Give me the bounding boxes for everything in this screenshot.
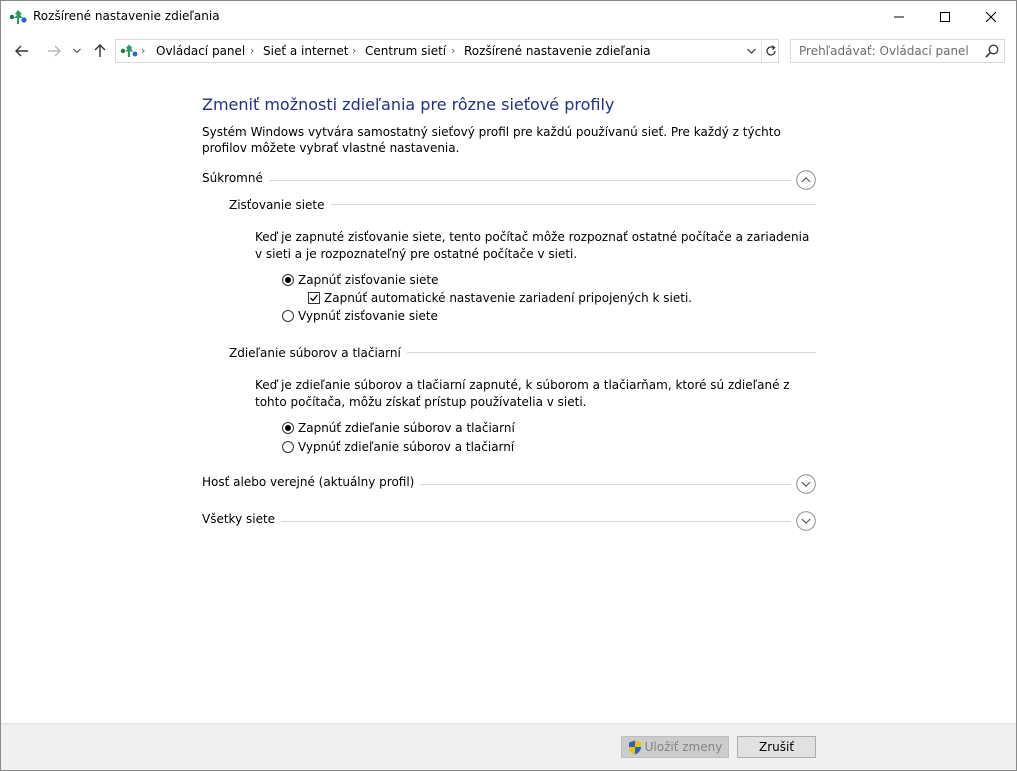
- breadcrumb-network-center[interactable]: Centrum sietí: [365, 44, 447, 58]
- checkbox-auto-setup-label: Zapnúť automatické nastavenie zariadení pripojených k sieti.: [324, 291, 693, 305]
- cancel-label: Zrušiť: [758, 740, 795, 754]
- back-button[interactable]: [13, 42, 31, 60]
- minimize-icon: [894, 12, 904, 22]
- refresh-button[interactable]: [761, 40, 780, 62]
- radio-button-unchecked[interactable]: [282, 441, 294, 453]
- guest-profile-header[interactable]: Hosť alebo verejné (aktuálny profil): [202, 475, 420, 489]
- checkbox-auto-setup[interactable]: [308, 291, 692, 305]
- radio-discovery-off-label: Vypnúť zisťovanie siete: [298, 309, 438, 323]
- checkbox-checked[interactable]: [308, 292, 320, 304]
- recent-locations-button[interactable]: [71, 42, 83, 60]
- network-discovery-description: Keď je zapnuté zisťovanie siete, tento počítač môže rozpoznať ostatné počítače a zariadenia v sieti a je rozpoznateľný pre ostatné počítače v sieti.: [255, 230, 810, 261]
- breadcrumb-separator-icon: ›: [451, 44, 456, 57]
- close-icon: [986, 12, 996, 22]
- network-discovery-title: Zisťovanie siete: [229, 198, 331, 212]
- radio-sharing-off-label: Vypnúť zdieľanie súborov a tlačiarní: [298, 440, 515, 454]
- title-bar: [1, 1, 1016, 32]
- navigation-bar: [1, 32, 1016, 70]
- private-profile-header[interactable]: Súkromné: [202, 171, 269, 185]
- breadcrumb-advanced-sharing[interactable]: Rozšírené nastavenie zdieľania: [464, 44, 651, 58]
- window-title: Rozšírené nastavenie zdieľania: [33, 9, 220, 23]
- maximize-icon: [940, 12, 950, 22]
- refresh-icon: [765, 45, 777, 57]
- address-dropdown-button[interactable]: [743, 42, 759, 60]
- radio-discovery-on-label: Zapnúť zisťovanie siete: [298, 273, 439, 287]
- divider-discovery: [322, 204, 816, 205]
- checkmark-icon: [309, 293, 319, 303]
- intro-text: Systém Windows vytvára samostatný sieťový profil pre každú používanú sieť. Pre každý z týchto profilov môžete vybrať vlastné nastavenia.: [202, 125, 781, 155]
- address-bar[interactable]: [115, 39, 779, 63]
- minimize-button[interactable]: [876, 1, 922, 32]
- cancel-button[interactable]: [737, 736, 816, 758]
- forward-arrow-icon: [47, 45, 61, 57]
- chevron-down-icon[interactable]: [796, 474, 816, 494]
- radio-sharing-off[interactable]: [282, 440, 514, 454]
- breadcrumb-network-internet[interactable]: Sieť a internet: [263, 44, 349, 58]
- radio-sharing-on-label: Zapnúť zdieľanie súborov a tlačiarní: [298, 421, 515, 435]
- radio-sharing-on[interactable]: [282, 421, 515, 435]
- breadcrumb-separator-icon: ›: [141, 44, 146, 57]
- divider-guest: [405, 484, 791, 485]
- divider-sharing: [393, 352, 816, 353]
- search-box[interactable]: [790, 39, 1005, 63]
- chevron-down-icon: [73, 48, 81, 54]
- radio-discovery-off[interactable]: [282, 309, 438, 323]
- divider-private: [263, 180, 791, 181]
- chevron-down-icon[interactable]: [796, 511, 816, 531]
- radio-button-checked[interactable]: [282, 422, 294, 434]
- network-app-icon: [9, 9, 27, 25]
- up-button[interactable]: [91, 42, 109, 60]
- chevron-up-icon[interactable]: [796, 170, 816, 190]
- back-arrow-icon: [15, 45, 29, 57]
- file-printer-sharing-title: Zdieľanie súborov a tlačiarní: [229, 346, 407, 360]
- radio-button-checked[interactable]: [282, 274, 294, 286]
- save-changes-button[interactable]: [621, 736, 729, 758]
- close-button[interactable]: [968, 1, 1014, 32]
- footer-bar: [1, 723, 1016, 770]
- radio-discovery-on[interactable]: [282, 273, 439, 287]
- uac-shield-icon: [628, 740, 642, 755]
- breadcrumb-control-panel[interactable]: Ovládací panel: [156, 44, 246, 58]
- all-networks-header[interactable]: Všetky siete: [202, 512, 281, 526]
- divider-all-networks: [272, 521, 791, 522]
- breadcrumb-separator-icon: ›: [250, 44, 255, 57]
- breadcrumb-separator-icon: ›: [352, 44, 357, 57]
- main-content: [1, 70, 1016, 724]
- network-location-icon: [120, 44, 138, 58]
- up-arrow-icon: [94, 44, 106, 58]
- radio-button-unchecked[interactable]: [282, 310, 294, 322]
- file-printer-sharing-description: Keď je zdieľanie súborov a tlačiarní zapnuté, k súborom a tlačiarňam, ktoré sú zdieľané z tohto počítača, môžu získať prístup používatelia v sieti.: [255, 378, 790, 409]
- save-changes-label: Uložiť zmeny: [644, 740, 723, 754]
- chevron-down-icon: [747, 48, 756, 54]
- search-input[interactable]: [791, 40, 979, 62]
- forward-button[interactable]: [45, 42, 63, 60]
- search-icon[interactable]: [984, 43, 1000, 59]
- page-heading: Zmeniť možnosti zdieľania pre rôzne sieťové profily: [202, 95, 615, 114]
- maximize-button[interactable]: [922, 1, 968, 32]
